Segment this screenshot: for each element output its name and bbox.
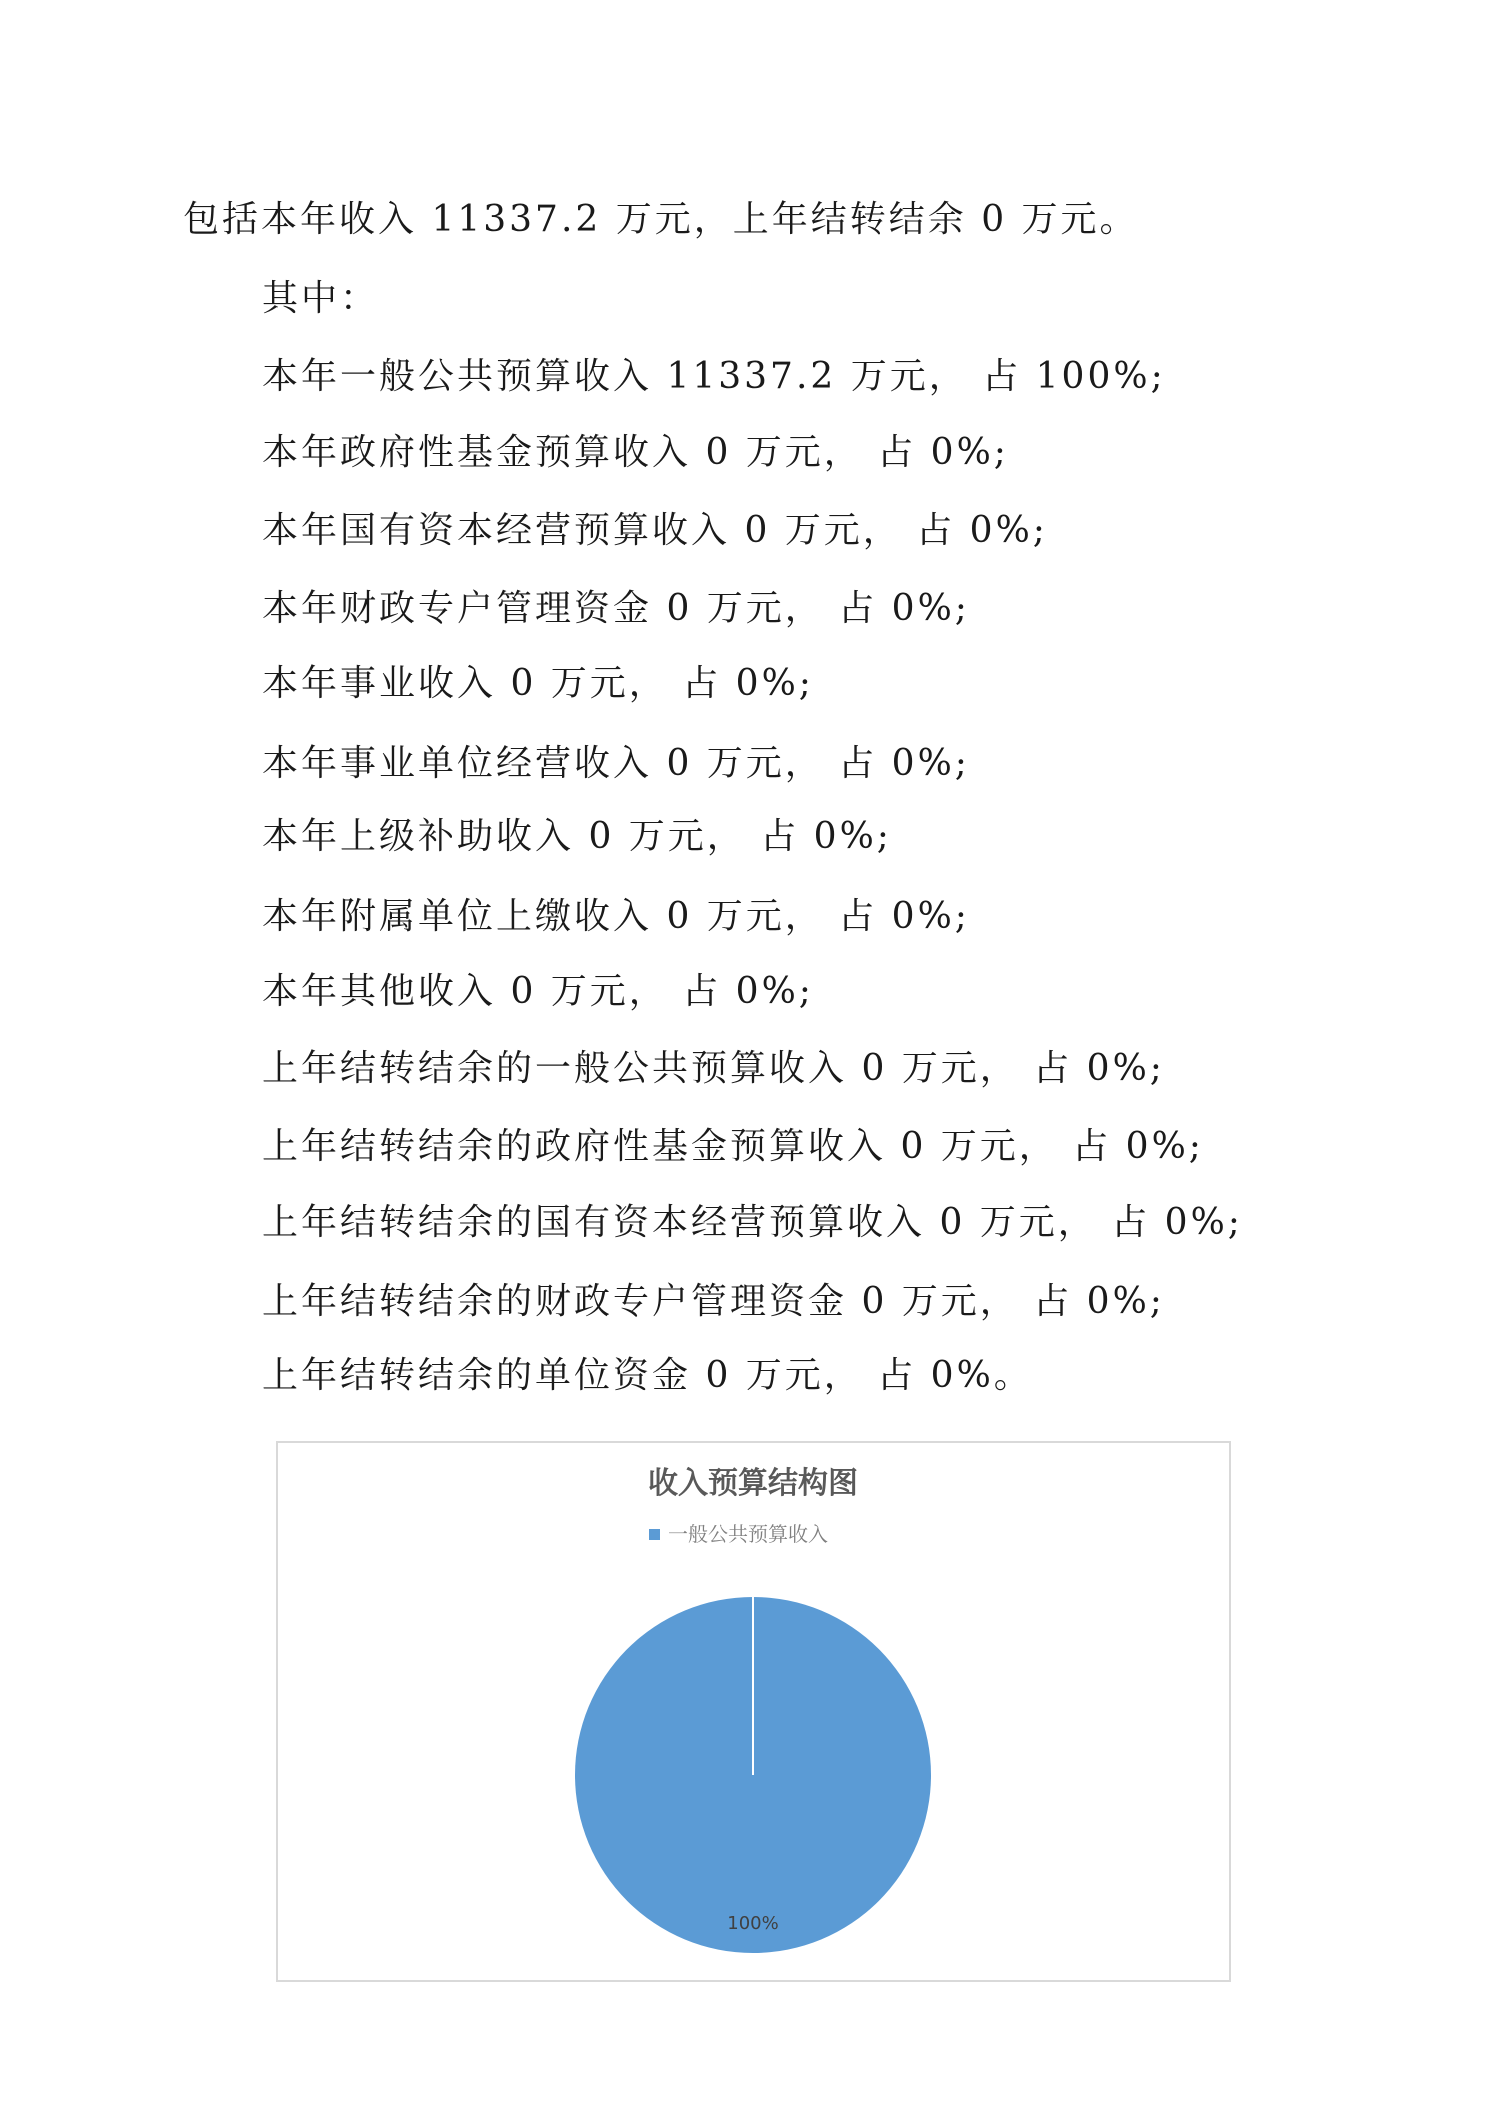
list-item: 本年政府性基金预算收入 0 万元， 占 0%; [262,432,1009,473]
list-item: 本年事业单位经营收入 0 万元， 占 0%; [262,743,970,784]
pie-slices [575,1597,931,1953]
list-item: 本年国有资本经营预算收入 0 万元， 占 0%; [262,510,1048,551]
list-item: 本年事业收入 0 万元， 占 0%; [262,663,814,704]
list-heading: 其中： [262,278,380,319]
list-item: 上年结转结余的一般公共预算收入 0 万元， 占 0%; [262,1048,1165,1089]
list-item: 上年结转结余的财政专户管理资金 0 万元， 占 0%; [262,1281,1165,1322]
list-item: 上年结转结余的单位资金 0 万元， 占 0%。 [262,1355,1033,1396]
chart-title: 收入预算结构图 [648,1466,858,1501]
chart-container [276,1441,1231,1982]
pie-chart [278,1443,1229,1980]
list-item: 本年附属单位上缴收入 0 万元， 占 0%; [262,896,970,937]
slice-data-label: 100% [727,1913,779,1934]
list-item: 本年上级补助收入 0 万元， 占 0%; [262,816,892,857]
list-item: 上年结转结余的政府性基金预算收入 0 万元， 占 0%; [262,1126,1204,1167]
list-item: 本年财政专户管理资金 0 万元， 占 0%; [262,588,970,629]
legend-label: 一般公共预算收入 [668,1522,828,1546]
intro-paragraph: 包括本年收入 11337.2 万元，上年结转结余 0 万元。 [183,199,1139,240]
list-item: 本年一般公共预算收入 11337.2 万元， 占 100%; [262,356,1166,397]
legend-swatch [649,1529,660,1540]
list-item: 本年其他收入 0 万元， 占 0%; [262,971,814,1012]
list-item: 上年结转结余的国有资本经营预算收入 0 万元， 占 0%; [262,1202,1243,1243]
